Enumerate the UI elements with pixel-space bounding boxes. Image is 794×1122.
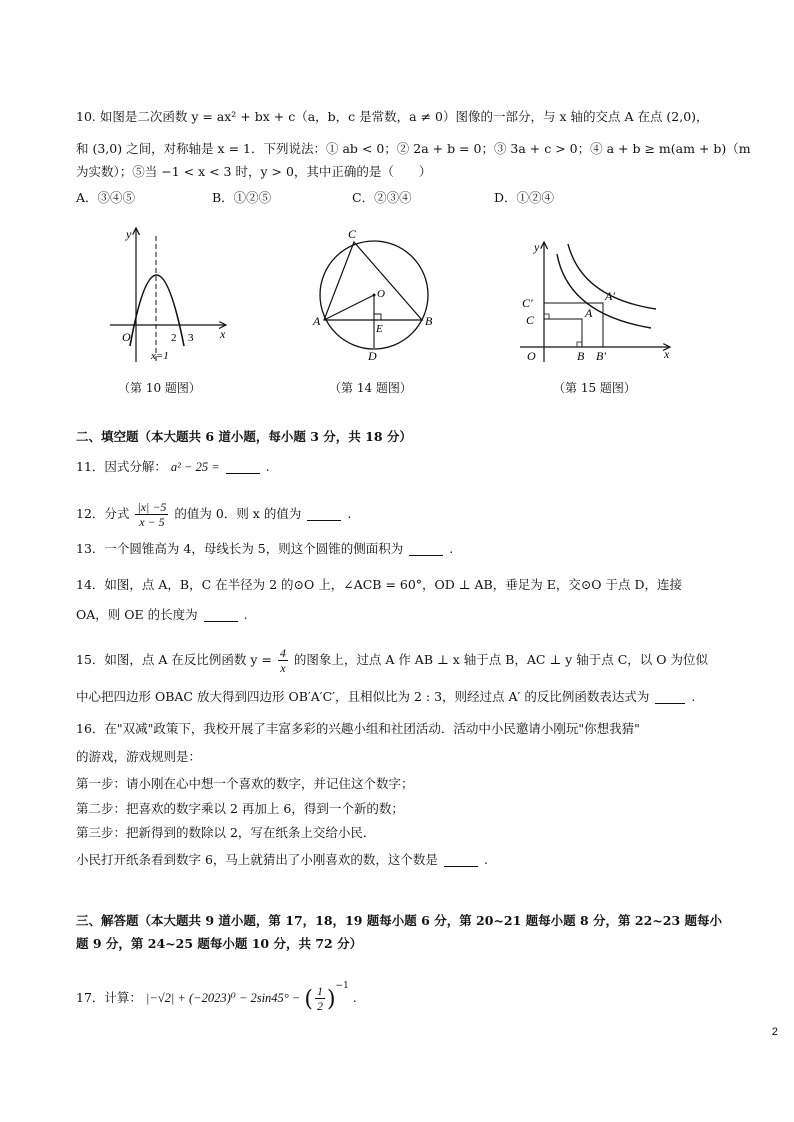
- q17-exponent: −1: [335, 981, 349, 991]
- q17-denominator: 2: [316, 999, 323, 1013]
- q16-end: .: [483, 852, 488, 867]
- q12-answer-blank[interactable]: [307, 506, 341, 521]
- q12: [76, 496, 351, 532]
- q13-end: .: [449, 541, 454, 556]
- q12-denominator: x − 5: [139, 515, 165, 529]
- q10-option-a: A．③④⑤: [76, 190, 136, 205]
- section-3-heading-line-2: 题 9 分，第 24~25 题每小题 10 分，共 72 分）: [76, 936, 363, 951]
- fig14-label-d: D: [368, 349, 377, 363]
- q16-answer-blank[interactable]: [444, 852, 478, 867]
- fig15-label-c: C: [526, 313, 535, 327]
- fig14-label-e: E: [376, 323, 383, 335]
- q11-text: 11．因式分解：: [76, 459, 167, 474]
- q16-step-2: 第二步：把喜欢的数字乘以 2 再加上 6，得到一个新的数；: [76, 801, 404, 816]
- q15-text-l2: 中心把四边形 OBAC 放大得到四边形 OB′A′C′，且相似比为 2 : 3，则经过点 A′ 的反比例函数表达式为: [76, 689, 650, 704]
- q16-step-1: 第一步：请小刚在心中想一个喜欢的数字，并记住这个数字；: [76, 776, 414, 791]
- fig14-label-a: A: [313, 314, 321, 328]
- fig14-right-angle: [374, 314, 381, 320]
- q12-end: .: [347, 506, 352, 521]
- q12-text-b: 的值为 0．则 x 的值为: [174, 506, 302, 521]
- q13-text: 13．一个圆锥高为 4，母线长为 5，则这个圆锥的侧面积为: [76, 541, 404, 556]
- q10-line-2: 和 (3,0) 之间，对称轴是 x = 1．下列说法：① ab < 0；② 2a + b = 0；③ 3a + c > 0；④ a + b ≥ m(am + b)（m: [76, 141, 751, 156]
- q11-answer-blank[interactable]: [226, 459, 260, 474]
- figure-15-inverse-function: [516, 236, 676, 366]
- q10-option-c: C．②③④: [352, 190, 412, 205]
- q14-text: OA，则 OE 的长度为: [76, 607, 198, 622]
- fig10-caption: （第 10 题图）: [118, 381, 201, 395]
- q15-numerator: 4: [279, 646, 286, 660]
- fig10-axis-label: x=1: [151, 350, 169, 362]
- q11-end: .: [265, 459, 270, 474]
- fig15-rect-obac-prime: [544, 303, 603, 347]
- q17: [76, 966, 357, 1020]
- fig14-segment-oa: [324, 295, 374, 320]
- q16-line-1: 16．在"双减"政策下，我校开展了丰富多彩的兴趣小组和社团活动．活动中小民邀请小刚玩"你想我猜": [76, 721, 640, 736]
- fig15-label-aprime: A′: [605, 289, 615, 303]
- fig15-label-cprime: C′: [522, 296, 533, 310]
- fig15-right-angle-b: [577, 342, 582, 347]
- fig10-origin-label: O: [122, 330, 131, 344]
- q17-numerator: 1: [316, 984, 323, 998]
- q17-end: .: [352, 990, 357, 1005]
- q17-fraction: [315, 984, 325, 1013]
- fig14-label-b: B: [425, 314, 433, 328]
- fig15-caption: （第 15 题图）: [553, 381, 636, 395]
- fig10-tick-2: 2: [171, 332, 177, 344]
- q10-option-d: D．①②④: [494, 190, 555, 205]
- q12-numerator: |x| −5: [137, 500, 167, 514]
- q15-fraction: [278, 646, 288, 675]
- q10-line-3: 为实数）；⑤当 −1 < x < 3 时，y > 0，其中正确的是（ ）: [76, 164, 432, 179]
- fig14-label-o: O: [377, 288, 385, 300]
- fig10-y-label: y: [126, 227, 132, 241]
- fig15-inner-curve: [557, 254, 651, 328]
- q11-expression: a² − 25 =: [170, 460, 220, 474]
- q17-text: 17．计算：: [76, 990, 142, 1005]
- fig15-right-angle-c: [544, 314, 549, 319]
- q10-line-1: 10. 如图是二次函数 y = ax² + bx + c（a，b，c 是常数，a ≠ 0）图像的一部分，与 x 轴的交点 A 在点 (2,0)，: [76, 109, 709, 124]
- fig10-tick-3: 3: [188, 332, 194, 344]
- q17-expression: |−√2| + (−2023)⁰ − 2sin45° −: [145, 991, 301, 1005]
- fig15-y-label: y: [534, 240, 540, 254]
- q15-end: .: [691, 689, 696, 704]
- page-number: 2: [771, 1026, 778, 1038]
- q14-line-2: [76, 606, 248, 624]
- fig14-caption: （第 14 题图）: [329, 381, 412, 395]
- fig15-label-a: A: [585, 306, 593, 320]
- q16-line-2: 的游戏，游戏规则是：: [76, 749, 202, 764]
- q14-line-1: 14．如图，点 A，B，C 在半径为 2 的⊙O 上，∠ACB = 60°，OD ⊥ AB，垂足为 E，交⊙O 于点 D，连接: [76, 577, 683, 592]
- q15-denominator: x: [280, 661, 286, 675]
- q12-fraction: [135, 500, 168, 529]
- q13-answer-blank[interactable]: [409, 541, 443, 556]
- q14-answer-blank[interactable]: [204, 607, 238, 622]
- q15-line-1: [76, 642, 708, 678]
- q12-text-a: 12．分式: [76, 506, 130, 521]
- q16-line-6: [76, 851, 488, 869]
- fig10-x-label: x: [220, 327, 226, 341]
- fig15-rect-obac: [544, 319, 582, 347]
- section-2-heading: 二、填空题（本大题共 6 道小题，每小题 3 分，共 18 分）: [76, 429, 412, 444]
- fig15-label-bprime: B′: [596, 349, 606, 363]
- q13: [76, 540, 453, 558]
- q16-step-3: 第三步：把新得到的数除以 2，写在纸条上交给小民．: [76, 825, 376, 840]
- q11: [76, 458, 270, 476]
- section-3-heading-line-1: 三、解答题（本大题共 9 道小题，第 17，18，19 题每小题 6 分，第 20~21 题每小题 8 分，第 22~23 题每小: [76, 913, 723, 928]
- q16-text: 小民打开纸条看到数字 6，马上就猜出了小刚喜欢的数，这个数是: [76, 852, 438, 867]
- fig15-label-b: B: [577, 349, 585, 363]
- fig15-x-label: x: [664, 347, 670, 361]
- q15-line-2: [76, 688, 695, 706]
- q10-option-b: B．①②⑤: [212, 190, 272, 205]
- figure-10-parabola: [104, 222, 244, 372]
- q17-left-paren: (: [304, 987, 313, 1012]
- fig15-origin-label: O: [527, 349, 536, 363]
- q15-answer-blank[interactable]: [655, 689, 685, 704]
- figure-14-circle: [304, 224, 444, 364]
- q15-text-b: 的图象上，过点 A 作 AB ⊥ x 轴于点 B，AC ⊥ y 轴于点 C，以 O 为位似: [293, 652, 708, 667]
- q14-end: .: [243, 607, 248, 622]
- q15-text-a: 15．如图，点 A 在反比例函数 y =: [76, 652, 272, 667]
- q17-right-paren: ): [326, 987, 336, 1012]
- fig14-label-c: C: [348, 227, 357, 241]
